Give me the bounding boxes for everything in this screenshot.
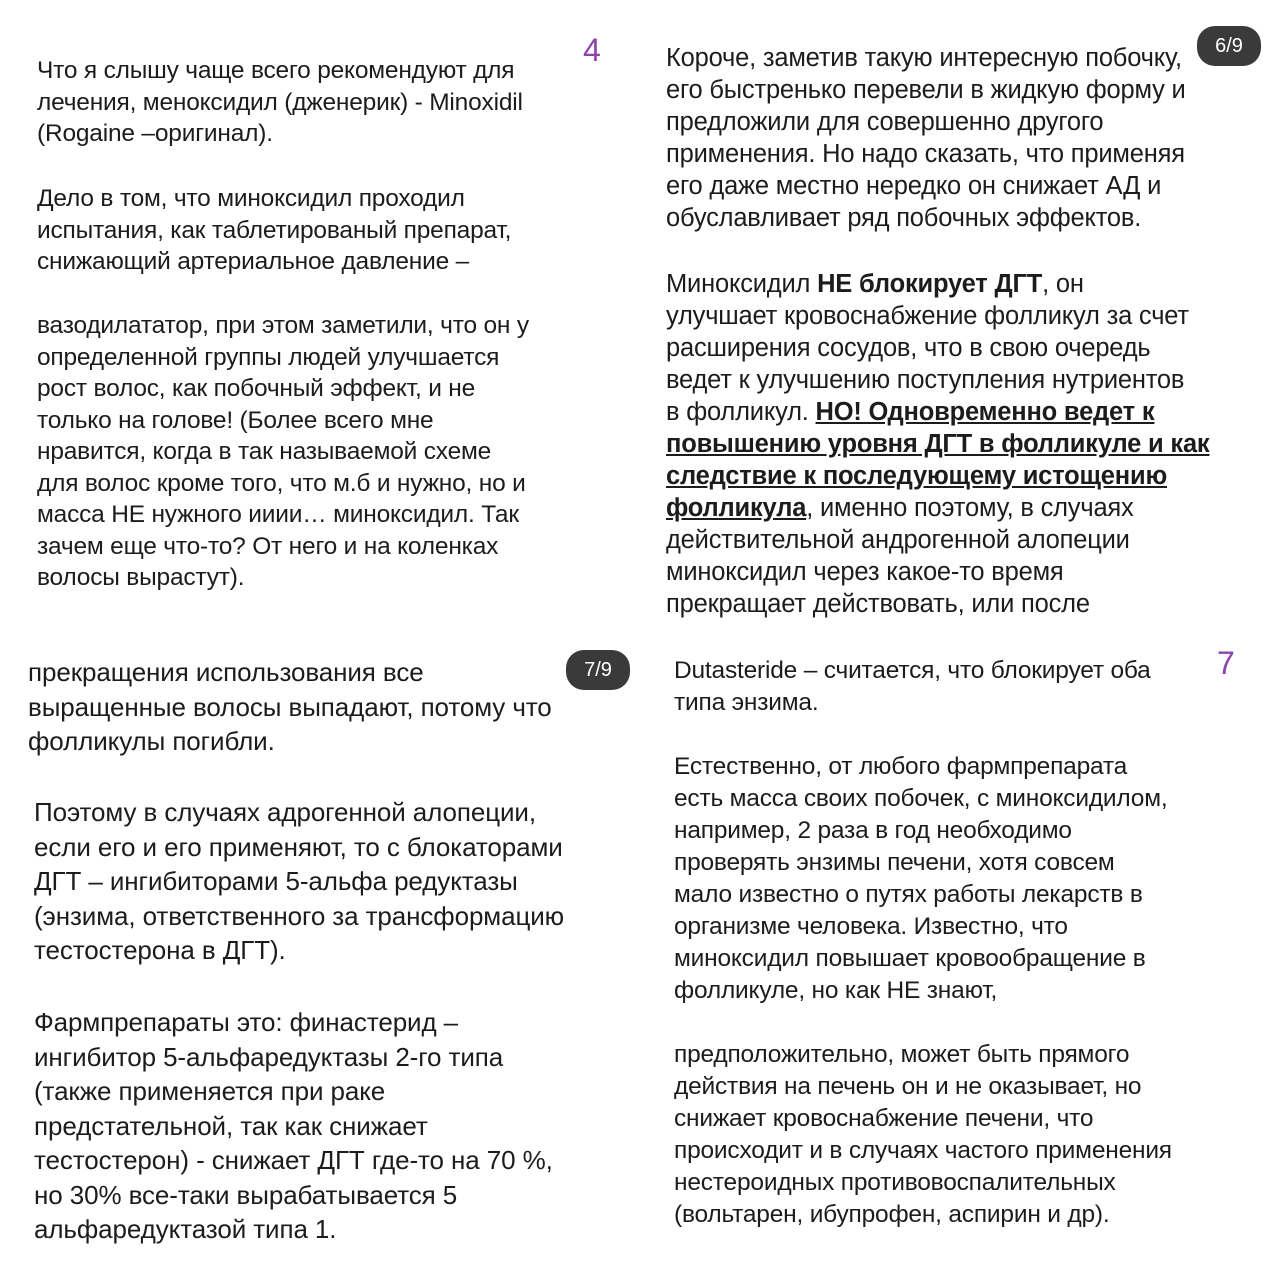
text-line: предложили для совершенно другого <box>666 108 1104 136</box>
text-line <box>666 492 1210 524</box>
text-line: действия на печень он и не оказывает, но <box>674 1073 1142 1100</box>
text-line: действительной андрогенной алопеции <box>666 526 1130 554</box>
text-line: испытания, как таблетированый препарат, <box>37 216 512 244</box>
text-line: организме человека. Известно, что <box>674 913 1068 940</box>
bold-underlined-line: следствие к последующему истощению <box>666 462 1168 490</box>
paragraph-finasteride <box>34 1005 553 1247</box>
paragraph-blockers <box>34 795 564 968</box>
page-counter-badge: 6/9 <box>1197 26 1261 66</box>
text-line: ДГТ – ингибиторами 5-альфа редуктазы <box>34 866 518 896</box>
page-panel-bottom-left <box>0 640 640 1280</box>
text-line: только на голове! (Более всего мне <box>37 406 434 434</box>
text-line: улучшает кровоснабжение фолликул за счет <box>666 302 1189 330</box>
text-line: его быстренько перевели в жидкую форму и <box>666 76 1186 104</box>
text-line: определенной группы людей улучшается <box>37 343 500 371</box>
text-line: для волос кроме того, что м.б и нужно, но и <box>37 469 526 497</box>
text-line: Дело в том, что миноксидил проходил <box>37 185 465 212</box>
text-line: рост волос, как побочный эффект, и не <box>37 375 476 402</box>
bold-text: НЕ блокирует ДГТ <box>817 270 1043 298</box>
text-line: миноксидил через какое-то время <box>666 558 1064 586</box>
paragraph-liquid-form <box>666 42 1186 234</box>
text-line: фолликуле, но как НЕ знают, <box>674 977 998 1004</box>
text-line: Короче, заметив такую интересную побочку, <box>666 44 1182 72</box>
text-line: масса НЕ нужного ииии… миноксидил. Так <box>37 501 519 528</box>
page-panel-top-left <box>0 0 640 640</box>
text-line: зачем еще что-то? От него и на коленках <box>37 532 499 560</box>
bold-underlined-text: фолликула <box>666 494 807 522</box>
text-line: (вольтарен, ибупрофен, аспирин и др). <box>674 1201 1110 1228</box>
text-line: вазодилататор, при этом заметили, что он у <box>37 312 529 339</box>
paragraph-side-effects <box>674 751 1167 1007</box>
page-number: 4 <box>583 32 601 68</box>
page-counter-badge: 7/9 <box>566 650 630 690</box>
paragraph-intro <box>37 55 523 150</box>
text-line: расширения сосудов, что в свою очередь <box>666 334 1151 362</box>
text-line: волосы вырастут). <box>37 564 245 591</box>
text-line: проверять энзимы печени, хотя совсем <box>674 849 1115 876</box>
text-line: (энзима, ответственного за трансформацию <box>34 900 565 931</box>
paragraph-dht <box>666 268 1210 620</box>
text-line: (также применяется при раке <box>34 1076 386 1106</box>
text-line: мало известно о путях работы лекарств в <box>674 881 1143 908</box>
text-line: (Rogaine –оригинал). <box>37 120 273 147</box>
text-line: выращенные волосы выпадают, потому что <box>28 691 552 722</box>
text-line: предстательной, так как снижает <box>34 1110 428 1141</box>
text-line: Естественно, от любого фармпрепарата <box>674 753 1128 780</box>
text-line: ведет к улучшению поступления нутриентов <box>666 366 1185 394</box>
text-line: прекращения использования все <box>28 657 424 687</box>
text-line: альфаредуктазой типа 1. <box>34 1214 337 1244</box>
paragraph-trials <box>37 183 511 278</box>
text-line: например, 2 раза в год необходимо <box>674 817 1072 844</box>
text-line: фолликулы погибли. <box>28 726 275 756</box>
text-line: но 30% все-таки вырабатывается 5 <box>34 1179 458 1210</box>
page-panel-bottom-right <box>640 640 1280 1280</box>
text-line: предположительно, может быть прямого <box>674 1041 1130 1068</box>
paragraph-hair-loss <box>28 655 552 759</box>
text-run: Миноксидил <box>666 270 818 298</box>
text-line: нестероидных противовоспалительных <box>674 1169 1116 1196</box>
text-line: лечения, меноксидил (дженерик) - Minoxidil <box>37 88 523 116</box>
text-line: Фармпрепараты это: финастерид – <box>34 1007 459 1037</box>
text-line: миноксидил повышает кровообращение в <box>674 945 1146 972</box>
text-run: , он <box>1042 270 1084 298</box>
text-line <box>666 396 1210 428</box>
page-number: 7 <box>1217 645 1235 681</box>
text-line: Поэтому в случаях адрогенной алопеции, <box>34 797 536 827</box>
text-line: Dutasteride – считается, что блокирует оба <box>674 657 1151 684</box>
text-line: прекращает действовать, или после <box>666 590 1090 618</box>
bold-underlined-text: НО! Одновременно ведет к <box>815 398 1155 426</box>
text-line: снижает кровоснабжение печени, что <box>674 1105 1094 1132</box>
text-line: если его и его применяют, то с блокаторами <box>34 831 563 862</box>
text-line: применения. Но надо сказать, что применяя <box>666 140 1185 168</box>
paragraph-liver <box>674 1039 1172 1231</box>
text-line: есть масса своих побочек, с миноксидилом, <box>674 785 1168 812</box>
text-line: ингибитор 5-альфаредуктазы 2-го типа <box>34 1041 504 1072</box>
text-line: нравится, когда в так называемой схеме <box>37 438 492 465</box>
page-panel-top-right <box>640 0 1280 640</box>
text-line: Что я слышу чаще всего рекомендуют для <box>37 57 515 84</box>
bold-underlined-line: повышению уровня ДГТ в фолликуле и как <box>666 430 1210 458</box>
text-line: тестостерона в ДГТ). <box>34 935 286 965</box>
paragraph-dutasteride <box>674 655 1151 719</box>
text-line: его даже местно нередко он снижает АД и <box>666 172 1162 200</box>
text-line: типа энзима. <box>674 689 819 716</box>
paragraph-side-effect <box>37 310 529 594</box>
text-line: обуславливает ряд побочных эффектов. <box>666 204 1142 232</box>
text-run: , именно поэтому, в случаях <box>806 494 1134 522</box>
text-line <box>666 268 1210 300</box>
text-line: происходит и в случаях частого применения <box>674 1137 1172 1164</box>
text-line: тестостерон) - снижает ДГТ где-то на 70 %, <box>34 1145 553 1175</box>
text-run: в фолликул. <box>666 398 816 426</box>
text-line: снижающий артериальное давление – <box>37 248 470 275</box>
